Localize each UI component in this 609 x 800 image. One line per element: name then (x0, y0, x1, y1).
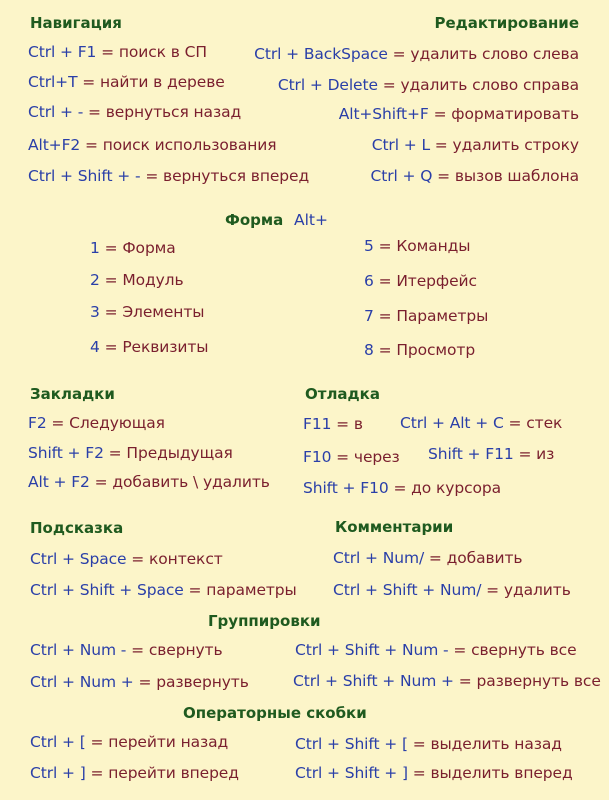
shortcut-action: вернуться вперед (163, 167, 310, 185)
edit-shortcut-delete-word-right (278, 75, 579, 95)
comments-heading: Комментарии (335, 518, 454, 536)
form-shortcut-preview (364, 340, 475, 360)
shortcut-action: развернуть (156, 673, 249, 691)
hint-shortcut-context (30, 549, 223, 569)
comment-shortcut-remove (333, 580, 571, 600)
grouping-shortcut-expand (30, 672, 249, 692)
shortcut-separator: = (448, 641, 472, 659)
shortcut-separator: = (453, 672, 477, 690)
shortcut-separator: = (99, 271, 123, 289)
form-modifier-key: Alt+ (294, 211, 328, 229)
shortcut-separator: = (373, 272, 397, 290)
shortcut-separator: = (89, 473, 113, 491)
shortcut-keys: Ctrl + L (371, 136, 430, 154)
nav-shortcut-back (28, 102, 241, 122)
shortcut-action: поиск в СП (118, 43, 207, 61)
shortcut-action: удалить строку (452, 136, 579, 154)
shortcut-action: Параметры (396, 307, 489, 325)
shortcut-action: параметры (206, 581, 297, 599)
shortcut-separator: = (481, 581, 504, 599)
grouping-heading: Группировки (208, 612, 321, 630)
grouping-shortcut-collapse-all (295, 640, 577, 660)
shortcut-separator: = (99, 338, 123, 356)
shortcut-separator: = (373, 237, 397, 255)
shortcut-separator: = (432, 167, 455, 185)
shortcut-keys: Ctrl + Num/ (333, 549, 425, 567)
shortcut-action: удалить (503, 581, 571, 599)
form-shortcut-commands (364, 236, 470, 256)
brackets-shortcut-select-forward (295, 763, 573, 783)
brackets-shortcut-go-forward (30, 763, 239, 783)
shortcut-action: выделить назад (430, 735, 562, 753)
shortcut-keys: Ctrl + Space (30, 550, 127, 568)
shortcut-keys: Ctrl+T (28, 73, 78, 91)
nav-shortcut-forward (28, 166, 309, 186)
shortcut-action: стек (526, 414, 563, 432)
brackets-shortcut-select-back (295, 734, 562, 754)
shortcut-action: Модуль (122, 271, 184, 289)
shortcut-action: до курсора (411, 479, 502, 497)
shortcut-action: перейти назад (108, 733, 229, 751)
edit-shortcut-delete-line (372, 135, 579, 155)
shortcut-separator: = (387, 45, 411, 63)
shortcut-separator: = (183, 581, 207, 599)
bookmark-shortcut-previous (28, 443, 233, 463)
shortcut-action: форматировать (451, 105, 579, 123)
shortcut-separator: = (377, 76, 401, 94)
shortcut-keys: Ctrl + - (28, 103, 84, 121)
bookmark-shortcut-next (28, 413, 165, 433)
shortcut-keys: Ctrl + ] (30, 764, 86, 782)
hint-shortcut-parameters (30, 580, 297, 600)
shortcut-separator: = (503, 414, 527, 432)
shortcut-separator: = (513, 445, 537, 463)
navigation-heading: Навигация (30, 14, 122, 32)
shortcut-keys: F11 (303, 415, 332, 433)
form-shortcut-elements (90, 302, 204, 322)
shortcut-separator: = (99, 239, 123, 257)
shortcut-keys: Alt+F2 (28, 136, 81, 154)
shortcut-keys: Ctrl + BackSpace (254, 45, 388, 63)
shortcut-action: Команды (396, 237, 471, 255)
shortcut-action: найти в дереве (99, 73, 225, 91)
shortcut-separator: = (373, 341, 397, 359)
shortcut-keys: Ctrl + Shift + - (28, 167, 141, 185)
shortcut-separator: = (373, 307, 397, 325)
shortcut-keys: Shift + F10 (303, 479, 389, 497)
shortcut-separator: = (96, 43, 119, 61)
shortcut-keys: Ctrl + Shift + ] (295, 764, 408, 782)
shortcut-keys: F10 (303, 448, 332, 466)
shortcut-separator: = (80, 136, 103, 154)
debug-shortcut-step-out (428, 444, 554, 464)
shortcut-keys: Ctrl + Shift + Space (30, 581, 184, 599)
nav-shortcut-find-usages (28, 135, 276, 155)
shortcut-keys: Shift + F2 (28, 444, 104, 462)
shortcut-keys: Shift + F11 (428, 445, 514, 463)
shortcut-keys: 6 (364, 272, 374, 290)
shortcut-separator: = (133, 673, 157, 691)
shortcut-action: поиск использования (102, 136, 277, 154)
form-shortcut-parameters (364, 306, 488, 326)
grouping-shortcut-expand-all (293, 671, 601, 691)
shortcut-keys: 5 (364, 237, 374, 255)
brackets-shortcut-go-back (30, 732, 228, 752)
shortcut-separator: = (99, 303, 123, 321)
shortcut-action: вернуться назад (105, 103, 242, 121)
shortcut-action: добавить \ удалить (112, 473, 270, 491)
shortcut-separator: = (46, 414, 70, 432)
shortcut-keys: Ctrl + Delete (277, 76, 378, 94)
shortcut-separator: = (103, 444, 127, 462)
form-shortcut-form (90, 238, 176, 258)
shortcut-keys: Ctrl + Shift + [ (295, 735, 408, 753)
shortcut-separator: = (407, 735, 431, 753)
form-shortcut-module (90, 270, 184, 290)
shortcut-keys: Ctrl + Q (370, 167, 433, 185)
shortcut-keys: Alt+Shift+F (338, 105, 429, 123)
form-heading: Форма (225, 211, 284, 229)
debug-shortcut-run-to-cursor (303, 478, 501, 498)
shortcut-action: развернуть все (476, 672, 601, 690)
edit-shortcut-format (339, 104, 579, 124)
shortcut-action: удалить слово справа (400, 76, 579, 94)
shortcut-action: в (353, 415, 363, 433)
grouping-shortcut-collapse (30, 640, 223, 660)
shortcut-keys: F2 (28, 414, 47, 432)
shortcut-keys: Alt + F2 (28, 473, 90, 491)
shortcut-keys: Ctrl + Shift + Num - (295, 641, 449, 659)
bookmark-shortcut-toggle (28, 472, 270, 492)
shortcut-action: удалить слово слева (410, 45, 579, 63)
form-shortcut-interface (364, 271, 477, 291)
shortcut-separator: = (83, 103, 106, 121)
edit-shortcut-template (371, 166, 580, 186)
shortcut-keys: 3 (90, 303, 100, 321)
edit-shortcut-delete-word-left (254, 44, 579, 64)
form-shortcut-attributes (90, 337, 208, 357)
shortcut-keys: Ctrl + [ (30, 733, 86, 751)
shortcut-separator: = (77, 73, 100, 91)
shortcut-action: через (353, 448, 400, 466)
shortcut-separator: = (140, 167, 164, 185)
shortcut-separator: = (85, 733, 109, 751)
shortcut-separator: = (428, 105, 452, 123)
shortcut-separator: = (85, 764, 109, 782)
shortcut-keys: 1 (90, 239, 100, 257)
shortcut-keys: Ctrl + Num - (30, 641, 127, 659)
shortcut-action: контекст (149, 550, 223, 568)
shortcut-keys: Ctrl + Num + (30, 673, 134, 691)
comment-shortcut-add (333, 548, 522, 568)
shortcut-action: добавить (446, 549, 523, 567)
nav-shortcut-search-sp (28, 42, 207, 62)
bookmarks-heading: Закладки (30, 385, 115, 403)
nav-shortcut-find-tree (28, 72, 225, 92)
shortcut-keys: 7 (364, 307, 374, 325)
shortcut-action: Элементы (122, 303, 205, 321)
shortcut-separator: = (388, 479, 412, 497)
shortcut-action: Итерфейс (396, 272, 477, 290)
shortcut-keys: Ctrl + Alt + C (400, 414, 504, 432)
shortcut-keys: Ctrl + Shift + Num + (293, 672, 454, 690)
shortcut-action: выделить вперед (430, 764, 573, 782)
shortcut-separator: = (407, 764, 431, 782)
shortcut-action: Предыдущая (126, 444, 233, 462)
shortcut-action: из (536, 445, 555, 463)
debug-shortcut-step-into (303, 414, 363, 434)
shortcut-separator: = (429, 136, 453, 154)
shortcut-keys: 2 (90, 271, 100, 289)
shortcut-action: Реквизиты (122, 338, 209, 356)
shortcut-separator: = (424, 549, 447, 567)
shortcut-action: вызов шаблона (454, 167, 579, 185)
shortcut-keys: Ctrl + Shift + Num/ (333, 581, 482, 599)
shortcut-action: Просмотр (396, 341, 476, 359)
debug-shortcut-step-over (303, 447, 400, 467)
debug-heading: Отладка (305, 385, 380, 403)
shortcut-action: Следующая (69, 414, 165, 432)
brackets-heading: Операторные скобки (183, 704, 367, 722)
shortcut-action: свернуть все (471, 641, 577, 659)
editing-heading: Редактирование (434, 14, 579, 32)
hints-heading: Подсказка (30, 519, 124, 537)
shortcut-keys: Ctrl + F1 (28, 43, 97, 61)
shortcut-keys: 8 (364, 341, 374, 359)
shortcut-separator: = (331, 415, 354, 433)
shortcut-separator: = (126, 550, 150, 568)
shortcut-separator: = (126, 641, 149, 659)
shortcut-keys: 4 (90, 338, 100, 356)
shortcut-action: Форма (122, 239, 176, 257)
shortcut-action: перейти вперед (108, 764, 239, 782)
shortcut-action: свернуть (148, 641, 223, 659)
debug-shortcut-stack (400, 413, 562, 433)
shortcut-separator: = (331, 448, 354, 466)
